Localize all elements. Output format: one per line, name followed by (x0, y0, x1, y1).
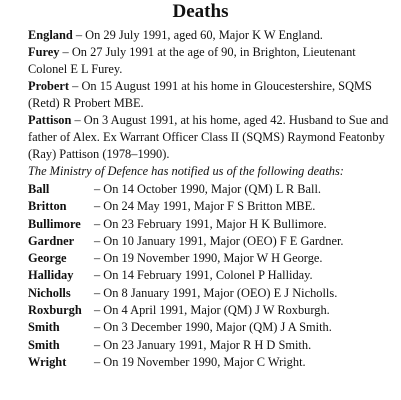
list-item (28, 216, 401, 233)
deceased-name: Roxburgh (28, 303, 82, 318)
entry-line (28, 44, 401, 61)
entry-name: Furey (28, 45, 60, 59)
entry-line: Colonel E L Furey. (28, 62, 123, 76)
list-item (28, 198, 401, 215)
entry-text: – On 27 July 1991 at the age of 90, in Brighton, Lieutenant (59, 45, 356, 59)
deceased-name: Britton (28, 199, 67, 214)
entry-line: (Ray) Pattison (1978–1990). (28, 147, 170, 161)
list-item (28, 319, 401, 336)
deceased-name: Nicholls (28, 285, 71, 300)
mod-notice: The Ministry of Defence has notified us of the following deaths: (28, 164, 344, 178)
death-entry (28, 78, 401, 112)
death-detail: – On 8 January 1991, Major (OEO) E J Nicholls. (94, 285, 338, 300)
death-detail: – On 14 February 1991, Colonel P Halliday. (94, 268, 313, 283)
death-detail: – On 19 November 1990, Major C Wright. (94, 354, 306, 369)
deceased-name: George (28, 251, 67, 266)
deceased-name: Ball (28, 182, 50, 196)
death-entry (28, 44, 401, 78)
entry-line: father of Alex. Ex Warrant Officer Class II (SQMS) Raymond Featonby (28, 130, 385, 144)
deceased-name: Bullimore (28, 216, 81, 231)
page-title: Deaths (172, 1, 229, 22)
death-entry (28, 112, 401, 163)
list-item (28, 302, 401, 319)
deceased-name: Smith (28, 337, 60, 352)
death-detail: – On 23 January 1991, Major R H D Smith. (94, 337, 312, 352)
list-item (28, 285, 401, 302)
entry-text: – On 29 July 1991, aged 60, Major K W England. (72, 28, 323, 42)
list-item (28, 337, 401, 354)
death-entry (28, 27, 401, 44)
death-detail: – On 14 October 1990, Major (QM) L R Ball. (94, 182, 322, 196)
entry-text: – On 3 August 1991, at his home, aged 42. Husband to Sue and (71, 113, 389, 127)
entry-name: Probert (28, 79, 70, 93)
death-detail: – On 24 May 1991, Major F S Britton MBE. (94, 199, 316, 214)
list-item (28, 250, 401, 267)
deceased-name: Wright (28, 354, 67, 369)
list-item (28, 267, 401, 284)
list-item (28, 354, 401, 371)
entry-line (28, 27, 401, 44)
list-item (28, 181, 401, 198)
entry-line (28, 112, 401, 129)
entry-line: (Retd) R Probert MBE. (28, 96, 144, 110)
death-detail: – On 23 February 1991, Major H K Bullimore. (94, 216, 327, 231)
death-detail: – On 3 December 1990, Major (QM) J A Smith. (94, 320, 332, 335)
list-item (28, 233, 401, 250)
entry-name: Pattison (28, 113, 72, 127)
deceased-name: Halliday (28, 268, 74, 283)
death-detail: – On 10 January 1991, Major (OEO) F E Gardner. (94, 233, 344, 248)
death-detail: – On 4 April 1991, Major (QM) J W Roxburgh. (94, 303, 330, 318)
entry-line (28, 78, 401, 95)
death-detail: – On 19 November 1990, Major W H George. (94, 251, 323, 266)
entry-name: England (28, 28, 73, 42)
mod-deaths-list (28, 181, 401, 371)
deceased-name: Smith (28, 320, 60, 335)
deceased-name: Gardner (28, 233, 75, 248)
entry-text: – On 15 August 1991 at his home in Gloucestershire, SQMS (69, 79, 372, 93)
